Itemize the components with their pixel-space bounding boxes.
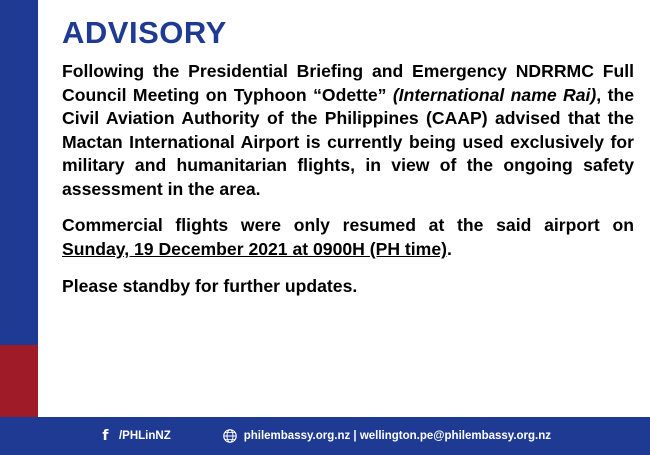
page-title: ADVISORY	[62, 15, 227, 50]
text-segment: .	[446, 239, 452, 260]
text-segment: Following the Presidential Briefing and Emergency NDRRMC Full Council Meeting on Typhoon “Odette”	[62, 61, 634, 105]
footer-bar	[0, 417, 650, 455]
footer-website-label: philembassy.org.nz | wellington.pe@philembassy.org.nz	[243, 430, 552, 442]
advisory-content	[62, 16, 634, 298]
text-segment: Commercial flights were only resumed at the said airport on	[62, 215, 634, 236]
footer-facebook[interactable]	[99, 427, 171, 444]
text-segment-italic: (International name Rai)	[392, 84, 597, 105]
left-accent-bar-red	[0, 345, 38, 417]
left-accent-bar-blue	[0, 0, 38, 345]
footer-facebook-label: /PHLinNZ	[118, 430, 171, 442]
footer-website[interactable]	[223, 429, 551, 443]
paragraph-advisory-body	[62, 60, 634, 201]
text-segment: , the Civil Aviation Authority of the Philippines (CAAP) advised that the Mactan International Airport is currently being used exclusively for military and humanitarian flights, in view of the ongoing safety assessment in the area.	[62, 84, 634, 199]
globe-icon	[223, 429, 237, 443]
paragraph-commercial-flights	[62, 214, 634, 261]
facebook-icon: f	[102, 427, 109, 444]
text-segment-underlined: Sunday, 19 December 2021 at 0900H (PH time)	[62, 239, 447, 260]
text-segment: Please standby for further updates.	[62, 275, 358, 296]
paragraph-standby	[62, 275, 634, 299]
